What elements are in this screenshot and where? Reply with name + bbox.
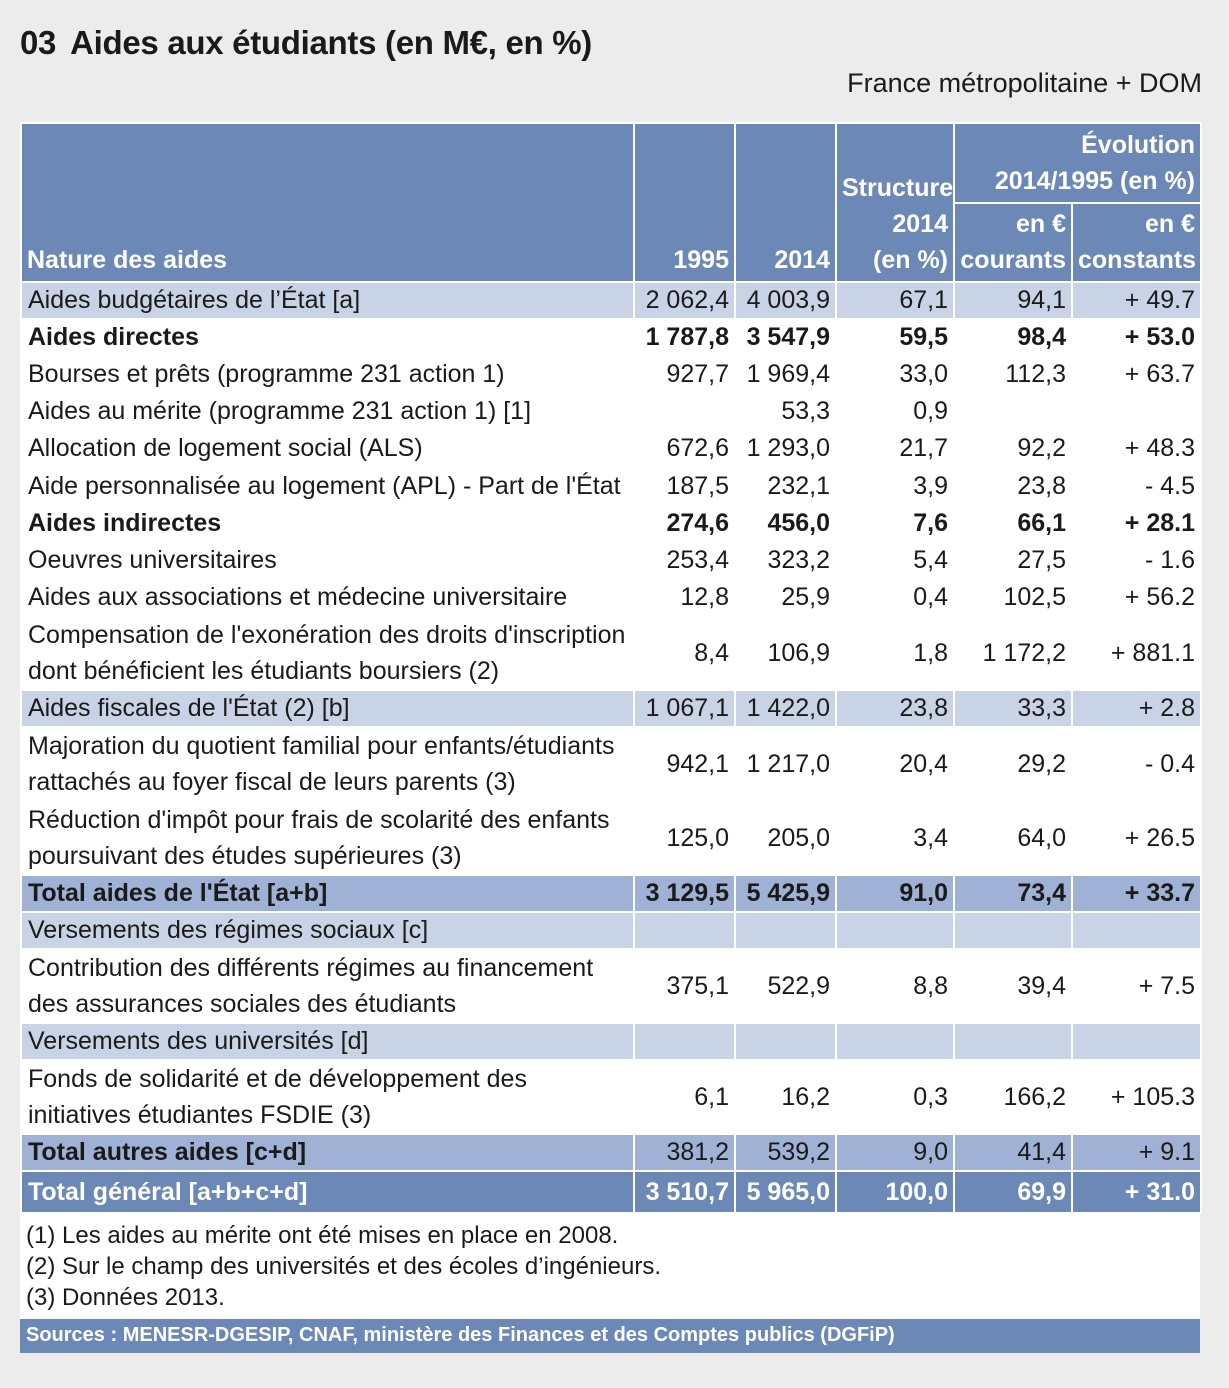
row-value: 125,0 [634, 801, 735, 875]
row-value [836, 1023, 954, 1060]
row-value: 112,3 [954, 356, 1072, 393]
table-row [21, 690, 1201, 727]
row-value: 7,6 [836, 505, 954, 542]
footnotes [20, 1214, 1200, 1319]
row-value: + 2.8 [1072, 690, 1201, 727]
row-label: Bourses et prêts (programme 231 action 1) [21, 356, 634, 393]
row-value: 67,1 [836, 282, 954, 319]
table-number: 03 [20, 24, 57, 61]
row-value: 59,5 [836, 319, 954, 356]
row-value: 1 067,1 [634, 690, 735, 727]
sources-bar: Sources : MENESR-DGESIP, CNAF, ministère des Finances et des Comptes publics (DGFiP) [20, 1319, 1200, 1353]
row-value: 1,8 [836, 616, 954, 690]
row-value: + 881.1 [1072, 616, 1201, 690]
table-row [21, 430, 1201, 467]
table-row [21, 579, 1201, 616]
row-value: 8,8 [836, 949, 954, 1023]
row-value: 0,3 [836, 1060, 954, 1134]
row-value: 942,1 [634, 727, 735, 801]
row-label: Total général [a+b+c+d] [21, 1171, 634, 1213]
table-row [21, 801, 1201, 875]
table-row [21, 1023, 1201, 1060]
table-row [21, 467, 1201, 505]
row-value: 1 422,0 [735, 690, 836, 727]
row-value: 41,4 [954, 1134, 1072, 1171]
table-row [21, 393, 1201, 430]
row-label: Aides fiscales de l'État (2) [b] [21, 690, 634, 727]
row-value: 0,4 [836, 579, 954, 616]
row-value: + 49.7 [1072, 282, 1201, 319]
row-value: 21,7 [836, 430, 954, 467]
row-value: 23,8 [954, 467, 1072, 505]
row-value: 187,5 [634, 467, 735, 505]
row-value [1072, 393, 1201, 430]
row-value: + 33.7 [1072, 875, 1201, 912]
row-value [735, 912, 836, 949]
table-row [21, 616, 1201, 690]
table-row [21, 542, 1201, 579]
row-value: 69,9 [954, 1171, 1072, 1213]
row-value: 205,0 [735, 801, 836, 875]
row-value: 522,9 [735, 949, 836, 1023]
row-value: 29,2 [954, 727, 1072, 801]
row-label: Aides aux associations et médecine universitaire [21, 579, 634, 616]
table-row [21, 727, 1201, 801]
row-label: Réduction d'impôt pour frais de scolarité des enfants poursuivant des études supérieures (3) [21, 801, 634, 875]
row-value: - 0.4 [1072, 727, 1201, 801]
row-value: 253,4 [634, 542, 735, 579]
row-value: 27,5 [954, 542, 1072, 579]
row-value: 927,7 [634, 356, 735, 393]
row-label: Allocation de logement social (ALS) [21, 430, 634, 467]
table-title-text: Aides aux étudiants (en M€, en %) [70, 24, 592, 61]
row-label: Fonds de solidarité et de développement des initiatives étudiantes FSDIE (3) [21, 1060, 634, 1134]
header-nature: Nature des aides [21, 123, 634, 282]
row-label: Oeuvres universitaires [21, 542, 634, 579]
table-row [21, 1171, 1201, 1213]
row-label: Aides directes [21, 319, 634, 356]
row-value: 20,4 [836, 727, 954, 801]
row-label: Total autres aides [c+d] [21, 1134, 634, 1171]
table-row [21, 949, 1201, 1023]
row-value: 1 969,4 [735, 356, 836, 393]
row-value: 375,1 [634, 949, 735, 1023]
row-value: 106,9 [735, 616, 836, 690]
row-label: Versements des régimes sociaux [c] [21, 912, 634, 949]
table-row [21, 356, 1201, 393]
header-courants: en € courants [954, 203, 1072, 282]
row-value: 1 172,2 [954, 616, 1072, 690]
row-label: Majoration du quotient familial pour enfants/étudiants rattachés au foyer fiscal de leurs parents (3) [21, 727, 634, 801]
row-value: + 105.3 [1072, 1060, 1201, 1134]
table-title [20, 24, 592, 62]
row-value: 232,1 [735, 467, 836, 505]
row-value: 5,4 [836, 542, 954, 579]
row-label: Aide personnalisée au logement (APL) - Part de l'État [21, 467, 634, 505]
row-value [634, 912, 735, 949]
row-value: + 26.5 [1072, 801, 1201, 875]
row-value: 12,8 [634, 579, 735, 616]
footnote: (3) Données 2013. [26, 1284, 225, 1311]
row-label: Aides au mérite (programme 231 action 1) [1] [21, 393, 634, 430]
row-value [634, 1023, 735, 1060]
row-value: 3 129,5 [634, 875, 735, 912]
row-value: - 1.6 [1072, 542, 1201, 579]
row-value: + 9.1 [1072, 1134, 1201, 1171]
row-value: + 56.2 [1072, 579, 1201, 616]
row-value [954, 912, 1072, 949]
row-value: 3,4 [836, 801, 954, 875]
row-value: 672,6 [634, 430, 735, 467]
table-row [21, 319, 1201, 356]
row-value: 8,4 [634, 616, 735, 690]
table-row [21, 505, 1201, 542]
row-value: + 31.0 [1072, 1171, 1201, 1213]
row-value: 274,6 [634, 505, 735, 542]
row-label: Aides budgétaires de l’État [a] [21, 282, 634, 319]
row-value [954, 1023, 1072, 1060]
row-value: 5 425,9 [735, 875, 836, 912]
row-value: 100,0 [836, 1171, 954, 1213]
row-value: + 48.3 [1072, 430, 1201, 467]
row-value: 39,4 [954, 949, 1072, 1023]
table-row [21, 1060, 1201, 1134]
row-value: 3 547,9 [735, 319, 836, 356]
geographic-scope: France métropolitaine + DOM [847, 68, 1202, 98]
table-row [21, 282, 1201, 319]
row-value: 4 003,9 [735, 282, 836, 319]
row-value: + 28.1 [1072, 505, 1201, 542]
row-value: 73,4 [954, 875, 1072, 912]
row-value: - 4.5 [1072, 467, 1201, 505]
row-value: 5 965,0 [735, 1171, 836, 1213]
row-label: Compensation de l'exonération des droits d'inscription dont bénéficient les étudiants boursiers (2) [21, 616, 634, 690]
row-value: 6,1 [634, 1060, 735, 1134]
row-value: 92,2 [954, 430, 1072, 467]
row-value: 0,9 [836, 393, 954, 430]
row-value: 66,1 [954, 505, 1072, 542]
footnote: (1) Les aides au mérite ont été mises en place en 2008. [26, 1222, 619, 1249]
row-value: 53,3 [735, 393, 836, 430]
header-evolution: Évolution 2014/1995 (en %) [954, 123, 1201, 203]
row-value: 64,0 [954, 801, 1072, 875]
header-2014: 2014 [735, 123, 836, 282]
row-value: 33,0 [836, 356, 954, 393]
row-value: 16,2 [735, 1060, 836, 1134]
row-value: 25,9 [735, 579, 836, 616]
row-value: + 63.7 [1072, 356, 1201, 393]
footnote: (2) Sur le champ des universités et des écoles d’ingénieurs. [26, 1253, 661, 1280]
row-label: Total aides de l'État [a+b] [21, 875, 634, 912]
row-value: 1 217,0 [735, 727, 836, 801]
row-value: + 53.0 [1072, 319, 1201, 356]
aid-table [20, 122, 1202, 1214]
row-value [1072, 912, 1201, 949]
row-value: 98,4 [954, 319, 1072, 356]
row-value: 1 787,8 [634, 319, 735, 356]
row-value: 9,0 [836, 1134, 954, 1171]
header-structure: Structure 2014 (en %) [836, 123, 954, 282]
table-row [21, 875, 1201, 912]
header-constants: en € constants [1072, 203, 1201, 282]
row-value [634, 393, 735, 430]
row-value: 539,2 [735, 1134, 836, 1171]
row-value: 166,2 [954, 1060, 1072, 1134]
row-value: 381,2 [634, 1134, 735, 1171]
table-frame [20, 122, 1200, 1353]
row-value: 94,1 [954, 282, 1072, 319]
row-value [1072, 1023, 1201, 1060]
row-value [836, 912, 954, 949]
row-value: 33,3 [954, 690, 1072, 727]
row-value: 23,8 [836, 690, 954, 727]
row-value [954, 393, 1072, 430]
table-row [21, 912, 1201, 949]
table-row [21, 1134, 1201, 1171]
row-label: Aides indirectes [21, 505, 634, 542]
row-value: + 7.5 [1072, 949, 1201, 1023]
row-value: 3 510,7 [634, 1171, 735, 1213]
row-label: Versements des universités [d] [21, 1023, 634, 1060]
row-value [735, 1023, 836, 1060]
header-1995: 1995 [634, 123, 735, 282]
row-value: 456,0 [735, 505, 836, 542]
row-label: Contribution des différents régimes au financement des assurances sociales des étudiants [21, 949, 634, 1023]
row-value: 1 293,0 [735, 430, 836, 467]
row-value: 91,0 [836, 875, 954, 912]
row-value: 3,9 [836, 467, 954, 505]
row-value: 323,2 [735, 542, 836, 579]
row-value: 2 062,4 [634, 282, 735, 319]
row-value: 102,5 [954, 579, 1072, 616]
